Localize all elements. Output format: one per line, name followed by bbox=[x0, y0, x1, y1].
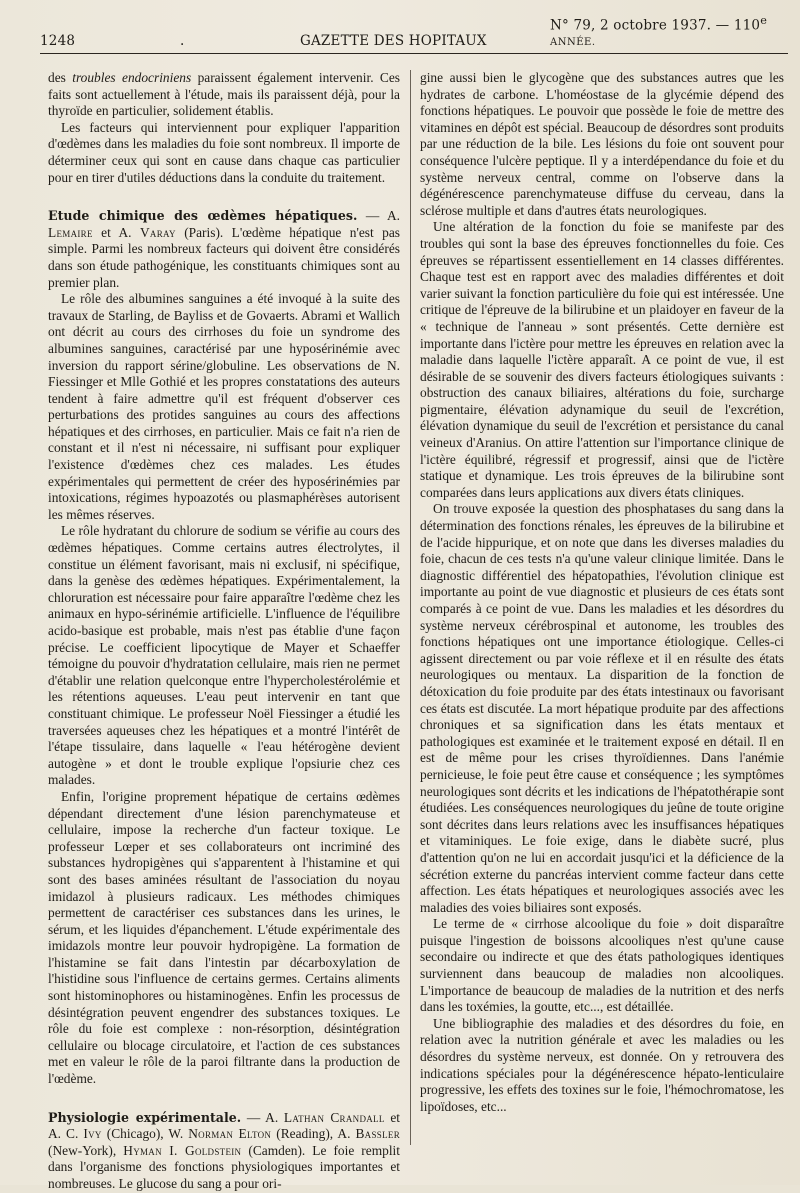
text-run: (Chicago), W. bbox=[101, 1126, 189, 1142]
column-divider bbox=[410, 70, 411, 1145]
paragraph: Le rôle hydratant du chlorure de sodium se vérifie au cours des œdèmes hépatiques. Comme certains autres électrolytes, il constitue un élément favorisant, mais ni exclusif, ni spécifique, dans la genèse des œdèmes hépatiques. Expérimentalement, la chloruration est nécessaire pour faire apparaître l'œdème chez les animaux en hypo-sérinémie artificielle. L'influence de l'équilibre acido-basique est probable, mais n'est pas établie d'une façon précise. Le coefficient lipocytique de Mayer et Schaeffer témoigne du pouvoir d'hydratation cellulaire, mais rien ne permet d'établir une relation quelconque entre l'hypercholestérolémie et les rétentions aqueuses. L'eau peut intervenir en tant que constituant chimique. Le professeur Noël Fiessinger a étudié les traversées aqueuses chez les hépatiques et a montré l'intérêt de l'étape tissulaire, dans laquelle « l'eau hétérogène devient autogène » et dont le trouble explique l'opsiurie chez ces malades. bbox=[48, 523, 400, 788]
section-etude-chimique bbox=[48, 208, 400, 291]
issue-text: N° 79, 2 octobre 1937. — 110 bbox=[550, 17, 761, 33]
paragraph: Le terme de « cirrhose alcoolique du foie » doit disparaître puisque l'ingestion de boissons alcooliques n'est qu'une cause secondaire ou indirecte et que des états pathologiques identiques surviennent dans beaucoup de maladies non alcooliques. L'importance de beaucoup de maladies de la nutrition et des nerfs dans les toxémies, la goutte, etc..., est détaillée. bbox=[420, 916, 784, 1015]
paragraph: Une bibliographie des maladies et des désordres du foie, en relation avec la nutrition générale et avec les maladies ou les désordres du système nerveux, est donnée. On y retrouvera des indications spéciales pour la dégénérescence hépato-lenticulaire progressive, les effets des toxines sur le foie, l'hémochromatose, les lipoïdoses, etc... bbox=[420, 1015, 784, 1114]
text-run: et A. bbox=[92, 224, 140, 240]
text-run: (Paris). L'œdème hépatique n'est pas simple. Parmi les nombreux facteurs qui doivent être considérés dans son étude pathogénique, les constituants chimiques sont au premier plan. bbox=[48, 224, 400, 290]
paragraph: Une altération de la fonction du foie se manifeste par des troubles qui sont la base des épreuves fonctionnelles du foie. Ces épreuves se répartissent essentiellement en 14 classes différentes. Chaque test est en rapport avec des maladies différentes et doit varier suivant la fonction particulière du foie qui est intéressée. Une critique de l'épreuve de la bilirubine et un plaidoyer en faveur de la « technique de l'anneau » sont présentés. Cette dernière est importante dans l'ictère pour mettre les épreuves en relation avec la maladie dans laquelle l'ictère apparaît. A ce point de vue, il est désirable de se souvenir des divers facteurs étiologiques suivants : obstruction des canaux biliaires, altérations du foie, surcharge pigmentaire, élévation adynamique du seuil de l'excrétion, élévation dynamique du seuil de l'excrétion et persistance du canal veineux d'Aranius. On attire l'attention sur l'importance clinique de l'ictère équilibré, régressif et progressif, ainsi que de l'ictère statique et dynamique. Les trois épreuves de la bilirubine sont comparées dans leurs applications aux divers états cliniques. bbox=[420, 219, 784, 500]
paragraph: gine aussi bien le glycogène que des substances autres que les hydrates de carbone. L'homéostase de la glycémie dépend des fonctions hépatiques. Le pouvoir que possède le foie de mettre des vitamines en dépôt est spécial. Beaucoup de désordres sont produits par une réduction de la bile. Les lésions du foie ont souvent pour conséquence l'ulcère peptique. Il y a interdépendance du foie et du système nerveux central, comme on l'observe dans la dégénérescence parenchymateuse diffuse du cerveau, dans la sclérose multiple et dans d'autres états neurologiques. bbox=[420, 70, 784, 218]
paragraph: Le rôle des albumines sanguines a été invoqué à la suite des travaux de Starling, de Bayliss et de Govaerts. Abrami et Wallich ont décrit au cours des cirrhoses du foie un syndrome des albumines sanguines, caractérisé par une hyposérinémie avec inversion du rapport sérine/globuline. Les observations de N. Fiessinger et Mlle Gothié et les propres constatations des auteurs tendent à faire admettre qu'il est fréquent d'observer ces perturbations des protides sanguines au cours des affections hépatiques et des cirrhoses, en particulier. Mais ce fait n'a rien de constant et il n'est ni nécessaire, ni suffisant pour expliquer l'existence d'œdèmes chez ces malades. Les études expérimentales qui permettent de créer des hyposérinémies par intoxications, régimes hypoazotés ou plasmaphérèses autorisent les mêmes réserves. bbox=[48, 291, 400, 522]
author-name: Lemaire bbox=[48, 224, 93, 240]
right-column bbox=[420, 70, 784, 1115]
italic-term: troubles endocriniens bbox=[72, 70, 192, 85]
text-run: — A. bbox=[357, 208, 400, 224]
author-name: Ivy bbox=[83, 1126, 102, 1142]
text-run: (New-York), bbox=[48, 1142, 124, 1158]
text-run: — A. bbox=[241, 1109, 284, 1125]
text-run: (Camden). Le foie remplit dans l'organisme des fonctions physiologiques importantes et nombreuses. Le glucose du sang a pour ori- bbox=[48, 1142, 400, 1191]
issue-superscript: e bbox=[760, 13, 768, 27]
left-column bbox=[48, 70, 400, 1193]
author-name: Varay bbox=[139, 224, 176, 240]
text-run: paraissent également intervenir. Ces faits sont actuellement à l'étude, mais ils paraissent déjà, pour la thyroïde en particulier, solidement établis. bbox=[48, 70, 401, 119]
author-name: Hyman I. Goldstein bbox=[123, 1142, 242, 1158]
section-title: Physiologie expérimentale. bbox=[48, 1109, 242, 1125]
text-run: des bbox=[48, 70, 73, 85]
author-name: Lathan Crandall bbox=[283, 1109, 385, 1125]
header-separator: . bbox=[180, 33, 185, 49]
journal-title: GAZETTE DES HOPITAUX bbox=[300, 33, 487, 49]
section-physiologie bbox=[48, 1110, 400, 1193]
page-number: 1248 bbox=[40, 33, 76, 49]
author-name: Bassler bbox=[355, 1126, 400, 1142]
paragraph bbox=[48, 70, 400, 120]
author-name: Norman Elton bbox=[188, 1126, 272, 1142]
section-title: Etude chimique des œdèmes hépatiques. bbox=[48, 208, 358, 224]
running-header bbox=[40, 13, 788, 54]
paragraph: Enfin, l'origine proprement hépatique de certains œdèmes dépendant directement d'une lésion parenchymateuse et cellulaire, impose la recherche d'un facteur toxique. Le professeur Lœper et ses collaborateurs ont incriminé des substances hydropigènes qui s'apparentent à l'histamine et qui sont des bases aminées résultant de l'association du noyau imidazol à plusieurs radicaux. Les méthodes chimiques permettent de caractériser ces substances dans les urines, le sérum, et les liquides d'épanchement. L'étude expérimentale des imidazols montre leur pouvoir hydropigène. La formation de l'histamine se fait dans l'intestin par décarboxylation de l'histidine sous l'influence de certains germes. Certains aliments sont histominophores ou histaminogènes. Enfin les processus de désintégration peuvent engendrer des substances toxiques. Le rôle du foie est complexe : non-résorption, désintégration cellulaire ou blocage circulatoire, et l'action de ces substances met en valeur le rôle de la paroi filtrante dans la production de l'œdème. bbox=[48, 788, 400, 1087]
text-run: (Reading), A. bbox=[271, 1126, 356, 1142]
issue-annee: ANNÉE. bbox=[550, 37, 596, 48]
text-run: et A. C. bbox=[48, 1109, 401, 1142]
issue-info bbox=[550, 14, 788, 50]
paragraph: Les facteurs qui interviennent pour expliquer l'apparition d'œdèmes dans les maladies du foie sont nombreux. Il importe de déterminer ceux qui sont en cause dans chaque cas particulier pour en tirer d'utiles déductions dans la conduite du traitement. bbox=[48, 119, 400, 185]
paragraph: On trouve exposée la question des phosphatases du sang dans la détermination des fonctions rénales, les épreuves de la bilirubine et de l'acide hippurique, et on note que dans les diverses maladies du foie, chacun de ces tests n'a qu'une valeur clinique limitée. Dans le diagnostic différentiel des hépatopathies, l'évolution clinique est importante au point de vue diagnostic et plusieurs de ces états sont comparés à ce point de vue. Dans les maladies et les désordres du système nerveux cérébrospinal et autonome, les troubles des fonctions hépatiques ont une importance étiologique. Celles-ci agissent directement ou par voie réflexe et il en résulte des états neurologiques ou mentaux. La disparition de la fonction de détoxication du foie produite par des états intestinaux ou favorisant ces états est discutée. La mort hépatique produite par des affections chroniques et sa signification dans les états mentaux et pathologiques est examinée et le traitement exposé en détail. Il en est de même pour les crises thyroïdiennes. Dans l'anémie pernicieuse, le foie peut être cause et conséquence ; les symptômes neurologiques sont décrits et les indications de l'hépatothérapie sont étudiées. Les conséquences neurologiques du jeûne de toute origine sont décrites dans leurs relations avec les insuffisances hépatiques et vitaminiques. Le foie exige, dans le diabète sucré, plus d'attention qu'on ne lui en accordait jusqu'ici et la déficience de la sécrétion externe du pancréas intervient comme facteur dans cette affection. Les états hépatiques et neurologiques associés avec les maladies des voies biliaires sont exposés. bbox=[420, 501, 784, 915]
